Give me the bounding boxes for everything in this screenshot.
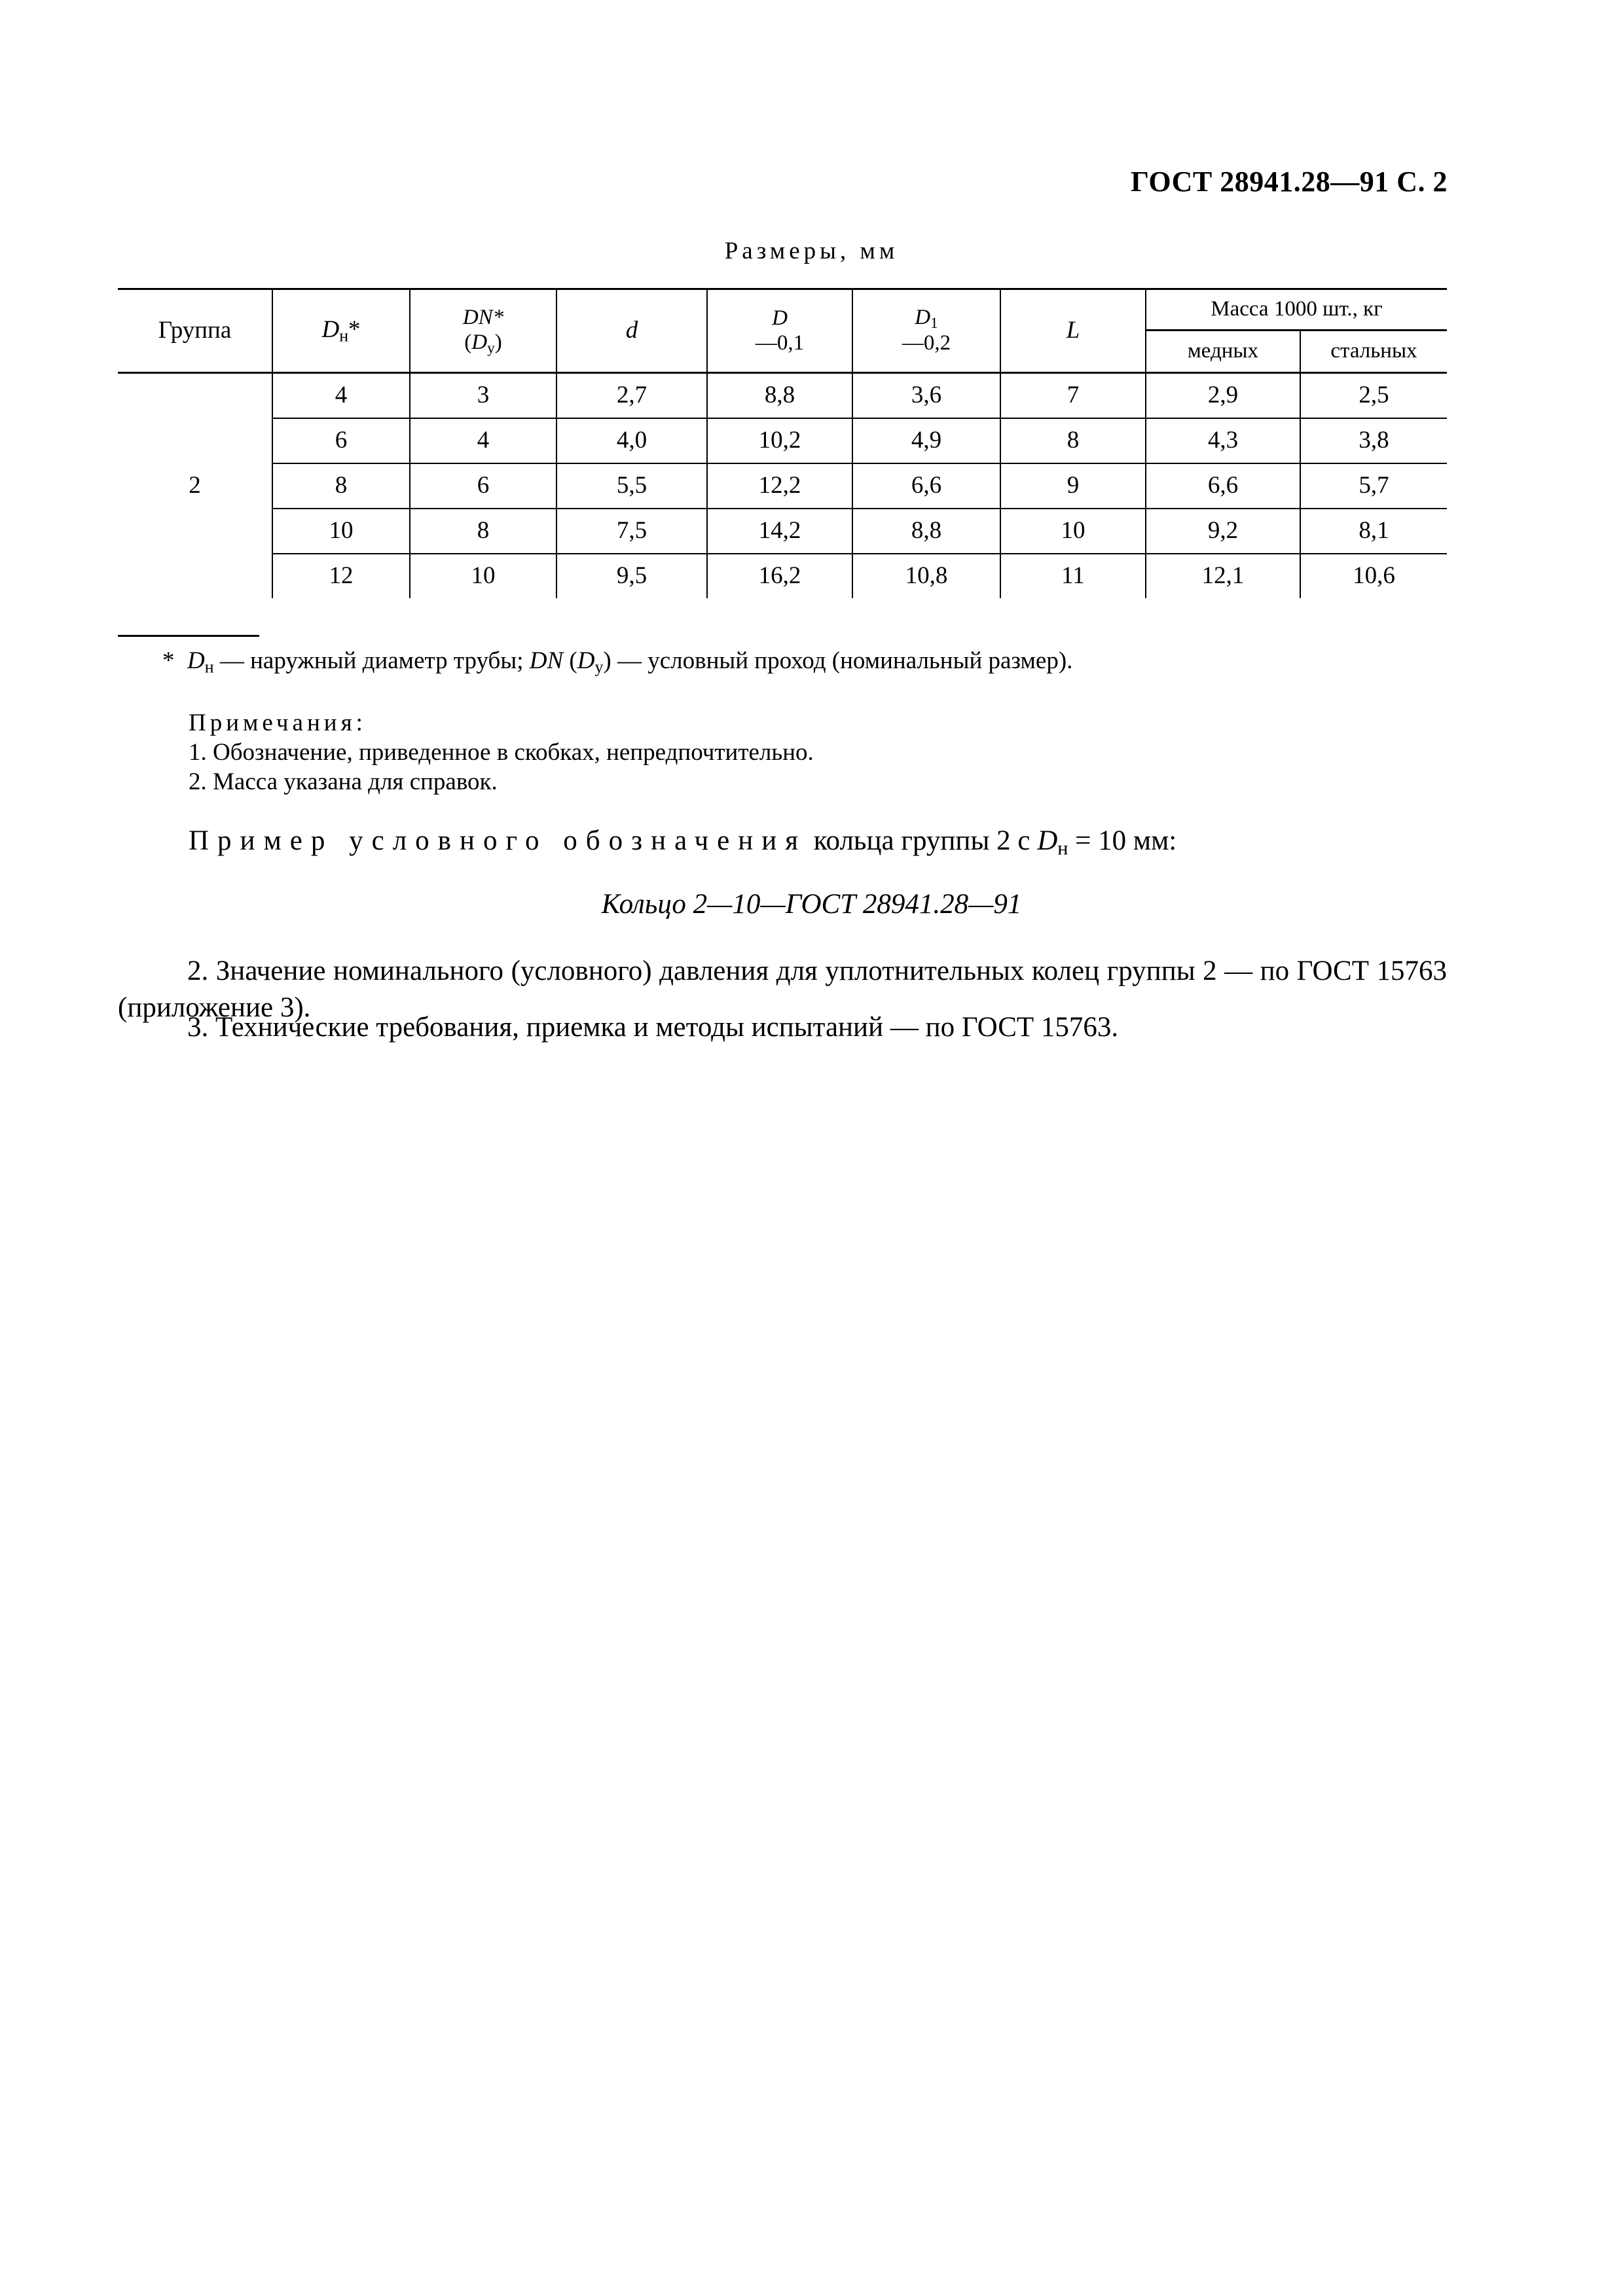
cell-mass-copper: 9,2 [1146,509,1300,554]
cell-D: 8,8 [707,373,852,419]
footnote-dn-symbol: D [187,647,205,674]
cell-L: 8 [1000,418,1146,463]
cell-mass-steel: 10,6 [1300,554,1447,598]
header-dn: $D_н*$ [272,289,410,373]
table-footnote [162,647,1073,677]
cell-d: 2,7 [556,373,707,419]
header-mass-copper: медных [1146,331,1300,373]
cell-D: 10,2 [707,418,852,463]
cell-nominal-passage: 3 [410,373,556,419]
footnote-DN-symbol: DN [529,647,564,674]
table-row [118,373,1447,419]
designation-example [189,825,1176,860]
note-item: 2. Масса указана для справок. [189,768,498,795]
footnote-Dy-subscript: у [594,657,604,677]
example-tail: = 10 мм: [1068,825,1177,856]
cell-D1: 8,8 [852,509,1000,554]
cell-L: 10 [1000,509,1146,554]
header-mass-steel: стальных [1300,331,1447,373]
cell-d: 4,0 [556,418,707,463]
note-item: 1. Обозначение, приведенное в скобках, непредпочтительно. [189,739,814,766]
cell-dn: 4 [272,373,410,419]
cell-mass-copper: 2,9 [1146,373,1300,419]
footnote-dn-subscript: н [204,657,214,677]
cell-L: 7 [1000,373,1146,419]
cell-group: 2 [118,373,272,599]
cell-D: 16,2 [707,554,852,598]
cell-nominal-passage: 4 [410,418,556,463]
header-d: d [556,289,707,373]
cell-d: 9,5 [556,554,707,598]
cell-dn: 10 [272,509,410,554]
example-dn-symbol: D [1037,825,1058,856]
table-caption: Размеры, мм [724,238,899,264]
cell-D: 14,2 [707,509,852,554]
cell-dn: 8 [272,463,410,509]
ring-designation: Кольцо 2—10—ГОСТ 28941.28—91 [601,889,1022,920]
cell-L: 11 [1000,554,1146,598]
cell-mass-copper: 12,1 [1146,554,1300,598]
cell-mass-steel: 5,7 [1300,463,1447,509]
footnote-separator [118,635,259,637]
cell-dn: 6 [272,418,410,463]
header-L: L [1000,289,1146,373]
table-row [118,554,1447,598]
cell-D1: 10,8 [852,554,1000,598]
paragraph-3 [118,1009,1447,1046]
table-row [118,463,1447,509]
paragraph-3-text: 3. Технические требования, приемка и методы испытаний — по ГОСТ 15763. [187,1012,1119,1043]
paragraph-2-text: 2. Значение номинального (условного) давления для уплотнительных колец группы 2 — по ГОСТ 15763 (приложение 3). [118,956,1447,1023]
cell-nominal-passage: 10 [410,554,556,598]
footnote-star: * [162,647,175,674]
footnote-Dy-symbol: D [577,647,595,674]
cell-mass-copper: 6,6 [1146,463,1300,509]
header-nominal-passage: DN* $(D_у)$ [410,289,556,373]
header-group: Группа [118,289,272,373]
header-D: D —0,1 [707,289,852,373]
cell-D1: 6,6 [852,463,1000,509]
cell-d: 7,5 [556,509,707,554]
header-D1: $D_1$ —0,2 [852,289,1000,373]
dimensions-table [118,288,1447,598]
cell-d: 5,5 [556,463,707,509]
table-row [118,418,1447,463]
footnote-paren: ( [563,647,577,674]
notes-block [189,708,814,797]
cell-mass-copper: 4,3 [1146,418,1300,463]
page-header: ГОСТ 28941.28—91 С. 2 [1130,166,1448,198]
cell-D1: 4,9 [852,418,1000,463]
cell-D: 12,2 [707,463,852,509]
cell-mass-steel: 8,1 [1300,509,1447,554]
cell-nominal-passage: 8 [410,509,556,554]
cell-D1: 3,6 [852,373,1000,419]
cell-mass-steel: 2,5 [1300,373,1447,419]
header-mass: Масса 1000 шт., кг [1146,289,1447,331]
footnote-text-1: — наружный диаметр трубы; [213,647,530,674]
cell-nominal-passage: 6 [410,463,556,509]
table-row [118,509,1447,554]
example-dn-subscript: н [1057,836,1068,859]
example-text: кольца группы 2 с [807,825,1038,856]
footnote-text-2: ) — условный проход (номинальный размер). [603,647,1073,674]
notes-title: Примечания: [189,709,367,736]
example-spaced-heading: Пример условного обозначения [189,825,807,856]
cell-mass-steel: 3,8 [1300,418,1447,463]
cell-dn: 12 [272,554,410,598]
cell-L: 9 [1000,463,1146,509]
